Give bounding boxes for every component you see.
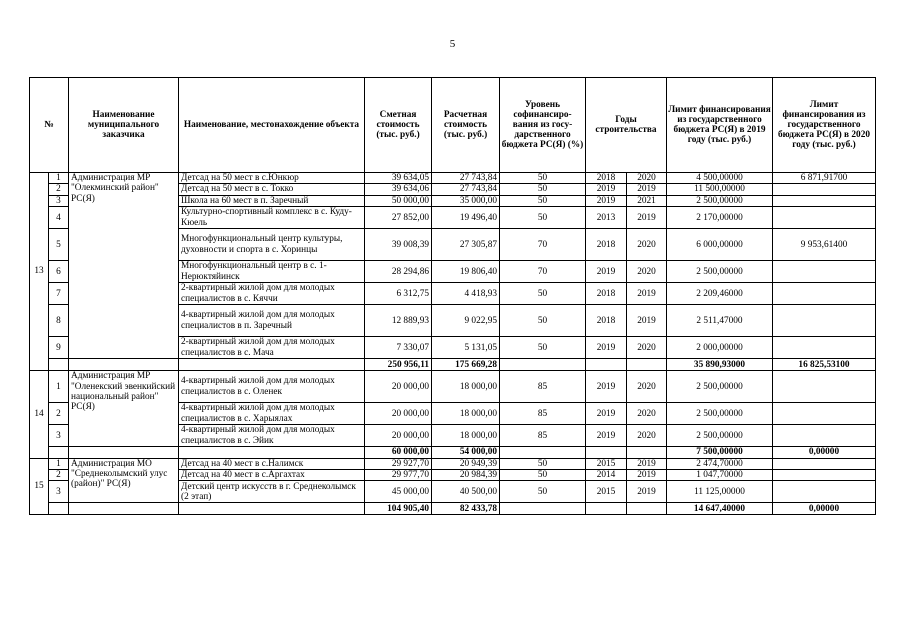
limit-2020 [773,261,876,283]
object-name: 2-квартирный жилой дом для молодых специалистов в с. Кяччи [179,283,365,305]
limit-2020 [773,481,876,503]
cofinancing-level: 50 [500,195,586,206]
year-end: 2020 [627,371,667,403]
limit-2019: 2 500,00000 [667,261,773,283]
estimated-cost: 39 634,06 [365,184,432,195]
limit-2019: 2 000,00000 [667,337,773,359]
calculated-cost: 5 131,05 [432,337,500,359]
calculated-cost: 18 000,00 [432,403,500,425]
total-calculated-cost: 82 433,78 [432,503,500,515]
header-estimated-cost: Сметная стоимость (тыс. руб.) [365,78,432,173]
header-row [30,78,876,173]
limit-2019: 1 047,70000 [667,470,773,481]
cofinancing-level: 70 [500,261,586,283]
total-estimated-cost: 104 905,40 [365,503,432,515]
calculated-cost: 19 496,40 [432,207,500,229]
item-number: 2 [49,403,69,425]
limit-2020: 9 953,61400 [773,229,876,261]
limit-2020 [773,305,876,337]
limit-2020 [773,337,876,359]
year-end: 2020 [627,403,667,425]
year-start: 2015 [586,458,627,469]
estimated-cost: 12 889,93 [365,305,432,337]
cofinancing-level: 70 [500,229,586,261]
year-end: 2020 [627,173,667,184]
year-start: 2018 [586,229,627,261]
total-empty [69,447,179,458]
table-row [30,371,876,403]
cofinancing-level: 85 [500,403,586,425]
limit-2019: 2 500,00000 [667,403,773,425]
year-end: 2020 [627,261,667,283]
cofinancing-level: 50 [500,283,586,305]
year-start: 2013 [586,207,627,229]
estimated-cost: 39 634,05 [365,173,432,184]
year-end: 2019 [627,305,667,337]
limit-2020 [773,283,876,305]
customer-name: Администрация МР "Олекминский район" РС(Я) [69,173,179,359]
object-name: 4-квартирный жилой дом для молодых специалистов в п. Заречный [179,305,365,337]
limit-2020 [773,207,876,229]
object-name: Многофункциональный центр культуры, духовности и спорта в с. Хоринцы [179,229,365,261]
object-name: Культурно-спортивный комплекс в с. Куду-Кюель [179,207,365,229]
year-end: 2019 [627,207,667,229]
header-cofinancing: Уровень софинансиро-вания из госу-дарственного бюджета РС(Я) (%) [500,78,586,173]
total-limit-2020: 0,00000 [773,447,876,458]
header-limit-2019: Лимит финансирования из государственного бюджета РС(Я) в 2019 году (тыс. руб.) [667,78,773,173]
item-number: 5 [49,229,69,261]
header-object: Наименование, местонахождение объекта [179,78,365,173]
total-limit-2019: 7 500,00000 [667,447,773,458]
group-number: 14 [30,371,49,458]
group-number: 15 [30,458,49,515]
total-empty [49,503,69,515]
cofinancing-level: 85 [500,371,586,403]
table-row [30,458,876,469]
year-start: 2015 [586,481,627,503]
item-number: 4 [49,207,69,229]
year-start: 2018 [586,283,627,305]
cofinancing-level: 50 [500,173,586,184]
year-end: 2020 [627,425,667,447]
calculated-cost: 27 743,84 [432,184,500,195]
limit-2019: 4 500,00000 [667,173,773,184]
limit-2020 [773,425,876,447]
total-empty [500,503,586,515]
page-number: 5 [449,38,456,50]
total-empty [586,447,627,458]
limit-2019: 2 209,46000 [667,283,773,305]
year-start: 2018 [586,305,627,337]
cofinancing-level: 50 [500,207,586,229]
total-row [30,447,876,458]
cofinancing-level: 50 [500,481,586,503]
item-number: 2 [49,184,69,195]
customer-name: Администрация МР "Оленекский эвенкийский национальный район" РС(Я) [69,371,179,447]
limit-2020 [773,371,876,403]
object-name: Детский центр искусств в г. Среднеколымск (2 этап) [179,481,365,503]
estimated-cost: 45 000,00 [365,481,432,503]
year-end: 2019 [627,458,667,469]
calculated-cost: 18 000,00 [432,371,500,403]
calculated-cost: 4 418,93 [432,283,500,305]
year-start: 2019 [586,425,627,447]
estimated-cost: 50 000,00 [365,195,432,206]
limit-2019: 2 170,00000 [667,207,773,229]
limit-2019: 6 000,00000 [667,229,773,261]
calculated-cost: 20 984,39 [432,470,500,481]
total-empty [69,359,179,371]
total-limit-2019: 35 890,93000 [667,359,773,371]
estimated-cost: 20 000,00 [365,403,432,425]
calculated-cost: 35 000,00 [432,195,500,206]
limit-2019: 2 500,00000 [667,425,773,447]
cofinancing-level: 50 [500,184,586,195]
total-empty [627,503,667,515]
object-name: Детсад на 50 мест в с.Юнкюр [179,173,365,184]
calculated-cost: 9 022,95 [432,305,500,337]
estimated-cost: 28 294,86 [365,261,432,283]
header-num: № [30,78,69,173]
item-number: 1 [49,173,69,184]
estimated-cost: 27 852,00 [365,207,432,229]
item-number: 7 [49,283,69,305]
limit-2019: 2 500,00000 [667,195,773,206]
limit-2020: 6 871,91700 [773,173,876,184]
total-empty [500,359,586,371]
object-name: Детсад на 40 мест в с.Аргахтах [179,470,365,481]
total-calculated-cost: 175 669,28 [432,359,500,371]
total-row [30,359,876,371]
year-end: 2019 [627,283,667,305]
item-number: 3 [49,481,69,503]
item-number: 2 [49,470,69,481]
year-end: 2020 [627,229,667,261]
total-empty [586,359,627,371]
year-start: 2018 [586,173,627,184]
estimated-cost: 6 312,75 [365,283,432,305]
calculated-cost: 27 305,87 [432,229,500,261]
table-row [30,173,876,184]
limit-2019: 2 511,47000 [667,305,773,337]
total-empty [49,447,69,458]
estimated-cost: 20 000,00 [365,425,432,447]
item-number: 6 [49,261,69,283]
header-customer: Наименование муниципального заказчика [69,78,179,173]
total-empty [179,503,365,515]
limit-2020 [773,458,876,469]
total-row [30,503,876,515]
year-end: 2020 [627,337,667,359]
calculated-cost: 19 806,40 [432,261,500,283]
object-name: Детсад на 50 мест в с. Токко [179,184,365,195]
year-end: 2021 [627,195,667,206]
estimated-cost: 20 000,00 [365,371,432,403]
year-end: 2019 [627,481,667,503]
object-name: 4-квартирный жилой дом для молодых специалистов в с. Оленек [179,371,365,403]
header-calculated-cost: Расчетная стоимость (тыс. руб.) [432,78,500,173]
total-limit-2020: 16 825,53100 [773,359,876,371]
item-number: 9 [49,337,69,359]
object-name: Школа на 60 мест в п. Заречный [179,195,365,206]
total-empty [179,359,365,371]
item-number: 1 [49,458,69,469]
calculated-cost: 27 743,84 [432,173,500,184]
cofinancing-level: 85 [500,425,586,447]
year-start: 2019 [586,371,627,403]
item-number: 3 [49,425,69,447]
object-name: 4-квартирный жилой дом для молодых специалистов в с. Харыялах [179,403,365,425]
item-number: 3 [49,195,69,206]
object-name: Детсад на 40 мест в с.Налимск [179,458,365,469]
total-limit-2020: 0,00000 [773,503,876,515]
customer-name: Администрация МО "Среднеколымский улус (район)" РС(Я) [69,458,179,503]
total-empty [500,447,586,458]
limit-2019: 2 474,70000 [667,458,773,469]
total-estimated-cost: 60 000,00 [365,447,432,458]
total-empty [627,359,667,371]
estimated-cost: 39 008,39 [365,229,432,261]
total-limit-2019: 14 647,40000 [667,503,773,515]
group-number: 13 [30,173,49,371]
total-empty [49,359,69,371]
header-limit-2020: Лимит финансирования из государственного бюджета РС(Я) в 2020 году (тыс. руб.) [773,78,876,173]
total-empty [69,503,179,515]
limit-2020 [773,470,876,481]
year-end: 2019 [627,470,667,481]
year-start: 2019 [586,195,627,206]
calculated-cost: 20 949,39 [432,458,500,469]
limit-2020 [773,184,876,195]
estimated-cost: 29 927,70 [365,458,432,469]
cofinancing-level: 50 [500,458,586,469]
header-years: Годы строительства [586,78,667,173]
total-calculated-cost: 54 000,00 [432,447,500,458]
calculated-cost: 40 500,00 [432,481,500,503]
object-name: 2-квартирный жилой дом для молодых специалистов в с. Мача [179,337,365,359]
estimated-cost: 29 977,70 [365,470,432,481]
total-empty [627,447,667,458]
total-estimated-cost: 250 956,11 [365,359,432,371]
cofinancing-level: 50 [500,470,586,481]
year-start: 2019 [586,403,627,425]
cofinancing-level: 50 [500,337,586,359]
limit-2019: 2 500,00000 [667,371,773,403]
calculated-cost: 18 000,00 [432,425,500,447]
limit-2019: 11 500,00000 [667,184,773,195]
year-start: 2019 [586,184,627,195]
financing-table [29,77,876,515]
estimated-cost: 7 330,07 [365,337,432,359]
total-empty [586,503,627,515]
item-number: 1 [49,371,69,403]
cofinancing-level: 50 [500,305,586,337]
year-start: 2014 [586,470,627,481]
object-name: Многофункциональный центр в с. 1-Нерюктяйинск [179,261,365,283]
year-end: 2019 [627,184,667,195]
limit-2019: 11 125,00000 [667,481,773,503]
limit-2020 [773,403,876,425]
year-start: 2019 [586,337,627,359]
item-number: 8 [49,305,69,337]
limit-2020 [773,195,876,206]
object-name: 4-квартирный жилой дом для молодых специалистов в с. Эйик [179,425,365,447]
total-empty [179,447,365,458]
year-start: 2019 [586,261,627,283]
